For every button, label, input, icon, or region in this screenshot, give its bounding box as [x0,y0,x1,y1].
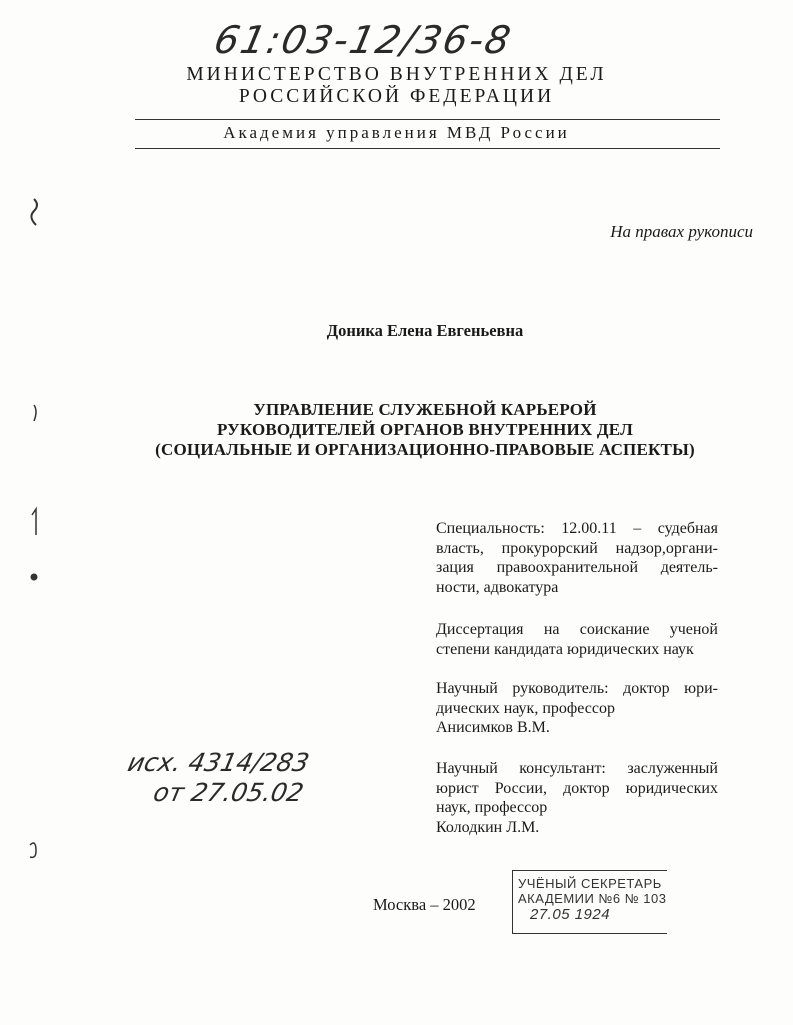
ministry-line-1: МИНИСТЕРСТВО ВНУТРЕННИХ ДЕЛ [186,64,607,85]
specialty-block [436,519,718,597]
supervisor-name: Анисимков В.М. [436,719,550,736]
supervisor-line: дических наук, профессор [436,699,615,717]
title-line-1: УПРАВЛЕНИЕ СЛУЖЕБНОЙ КАРЬЕРОЙ [253,400,597,419]
supervisor-block [436,679,718,738]
margin-mark [32,509,36,535]
consultant-line: юрист России, доктор юридических [436,779,718,797]
author-name: Доника Елена Евгеньевна [326,321,524,340]
ministry-line-2: РОССИЙСКОЙ ФЕДЕРАЦИИ [238,86,555,107]
specialty-line: Специальность: 12.00.11 – судебная [436,520,718,537]
handwritten-reference [119,748,313,808]
margin-mark [31,199,37,225]
stamp-line-1: УЧЁНЫЙ СЕКРЕТАРЬ [518,876,662,891]
handwritten-archive-code: 61:03-12/36-8 [210,18,517,62]
margin-mark [34,405,36,421]
specialty-line: власть, прокурорский надзор,органи- [436,539,718,557]
specialty-line: ности, адвокатура [436,578,559,596]
dissertation-line: степени кандидата юридических наук [436,640,694,658]
handwritten-ref-date: от 27.05.02 [150,778,307,807]
stamp-line-3: 27.05 1924 [530,906,611,923]
city-year: Москва – 2002 [373,895,476,914]
secretary-stamp-text [518,876,668,923]
dissertation-line: Диссертация на соискание ученой [436,621,718,638]
title-line-3: (СОЦИАЛЬНЫЕ И ОРГАНИЗАЦИОННО-ПРАВОВЫЕ АСПЕКТЫ) [155,440,695,459]
dissertation-block [436,620,718,659]
rights-note: На правах рукописи [610,222,753,241]
consultant-block [436,759,718,837]
consultant-line: Научный консультант: заслуженный [436,760,718,777]
consultant-line: наук, профессор [436,799,548,816]
margin-mark [31,574,38,581]
handwritten-ref-number: исх. 4314/283 [125,748,312,777]
specialty-line: зация правоохранительной деятель- [436,559,718,576]
supervisor-line: Научный руководитель: доктор юри- [436,680,718,697]
header-divider-top [135,119,720,120]
margin-mark [30,843,36,857]
consultant-name: Колодкин Л.М. [436,818,540,836]
title-line-2: РУКОВОДИТЕЛЕЙ ОРГАНОВ ВНУТРЕННИХ ДЕЛ [217,420,633,439]
margin-scan-marks [20,195,50,875]
header-divider-bottom [135,148,720,149]
academy-name: Академия управления МВД России [223,123,570,142]
stamp-line-2: АКАДЕМИИ №6 № 103 [518,891,667,906]
